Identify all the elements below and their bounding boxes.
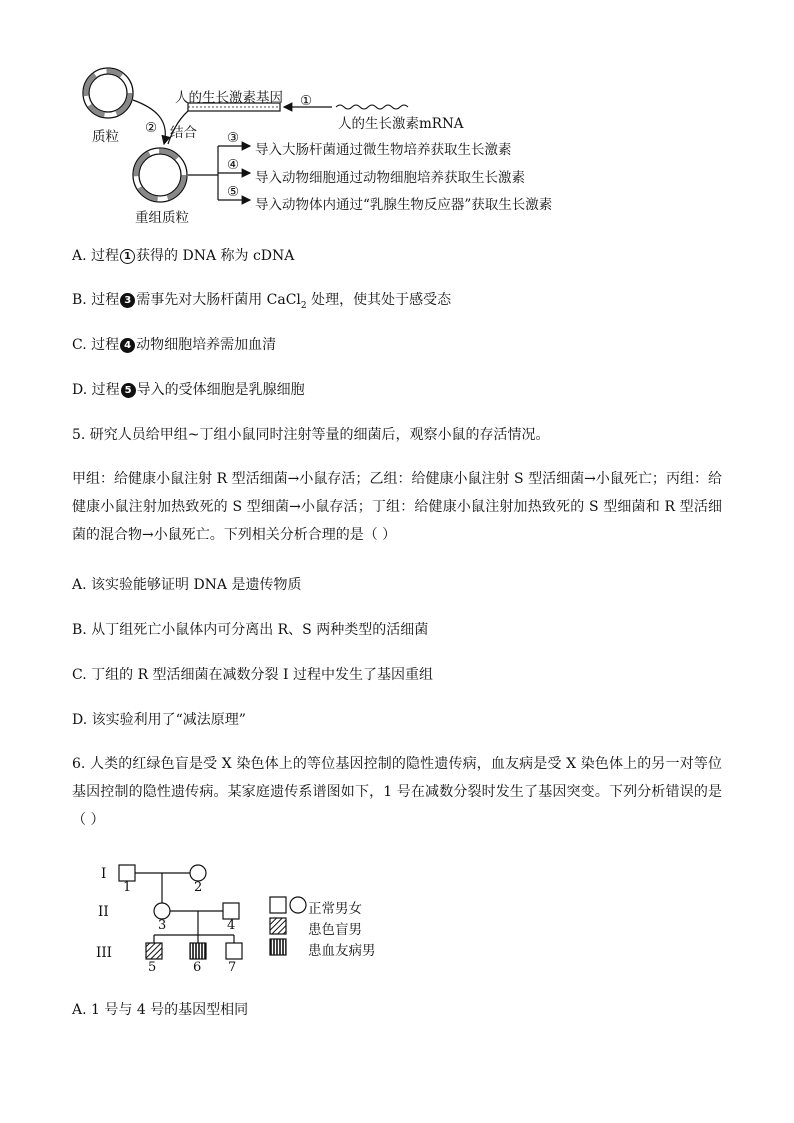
q5-option-c: C. 丁组的 R 型活细菌在减数分裂 I 过程中发生了基因重组 <box>72 667 433 683</box>
recombinant-plasmid-ring <box>133 148 187 202</box>
plasmid-label: 质粒 <box>92 129 119 145</box>
route-4-label: 导入动物细胞通过动物细胞培养获取生长激素 <box>255 170 525 186</box>
q4-option-b: B. 过程 3 需事先对大肠杆菌用 CaCl$_2$ 处理，使其处于感受态 <box>72 292 452 311</box>
step-5-label: ⑤ <box>227 184 240 200</box>
route-5-label: 导入动物体内通过“乳腺生物反应器”获取生长激素 <box>255 197 553 213</box>
circled-number-1: 1 <box>120 249 135 264</box>
q6-option-a: A. 1 号与 4 号的基因型相同 <box>72 1002 249 1018</box>
individual-number-4: 4 <box>227 918 236 933</box>
plasmid-ring <box>83 68 133 118</box>
recombinant-plasmid-label: 重组质粒 <box>135 210 189 226</box>
legend-normal-label: 正常男女 <box>308 901 362 917</box>
q4-option-d: D. 过程 5 导入的受体细胞是乳腺细胞 <box>72 382 305 398</box>
q6-stem: 6. 人类的红绿色盲是受 X 染色体上的等位基因控制的隐性遗传病，血友病是受 X 染色体上的另一对等位基因控制的隐性遗传病。某家庭遗传系谱图如下，1 号在减数分裂时发生了基因突变。下列分析错误的是（ ） <box>72 756 722 828</box>
q4-option-a: A. 过程 1 获得的 DNA 称为 cDNA <box>72 248 295 264</box>
q5-body: 甲组：给健康小鼠注射 R 型活细菌→小鼠存活；乙组：给健康小鼠注射 S 型活细菌→小鼠死亡；丙组：给健康小鼠注射加热致死的 S 型细菌→小鼠存活；丁组：给健康小鼠注射加热致死的 S 型细菌和 R 型活细菌的混合物→小鼠死亡。下列相关分析合理的是（ ） <box>72 471 722 543</box>
generation-i-label: I <box>101 866 107 882</box>
mrna-label: 人的生长激素mRNA <box>338 116 464 132</box>
combine-label: 结合 <box>170 125 197 141</box>
q5-stem: 5. 研究人员给甲组~丁组小鼠同时注射等量的细菌后，观察小鼠的存活情况。 <box>72 427 550 443</box>
individual-7-male <box>226 943 242 959</box>
legend-hemophilia-male <box>270 939 286 955</box>
legend-hemophilia-label: 患血友病男 <box>308 943 376 959</box>
individual-1-male <box>119 865 135 881</box>
step-1-label: ① <box>300 93 313 109</box>
individual-5-colorblind-male <box>146 943 162 959</box>
step-2-label: ② <box>145 120 158 136</box>
circled-number-4: 4 <box>120 338 135 353</box>
individual-number-7: 7 <box>228 960 237 975</box>
q5-option-a: A. 该实验能够证明 DNA 是遗传物质 <box>72 577 302 593</box>
mrna-wave <box>336 105 408 109</box>
generation-iii-label: III <box>96 945 112 961</box>
legend-colorblind-male <box>270 918 286 934</box>
step-4-label: ④ <box>227 157 240 173</box>
gene-label: 人的生长激素基因 <box>175 90 283 106</box>
q5-option-b: B. 从丁组死亡小鼠体内可分离出 R、S 两种类型的活细菌 <box>72 622 429 638</box>
individual-number-6: 6 <box>193 960 202 975</box>
individual-3-female <box>154 903 170 919</box>
individual-number-5: 5 <box>148 960 157 975</box>
step-3-label: ③ <box>227 130 240 146</box>
individual-2-female <box>190 865 206 881</box>
q5-option-d: D. 该实验利用了“减法原理” <box>72 712 246 728</box>
q4-option-c: C. 过程 4 动物细胞培养需加血清 <box>72 337 277 353</box>
individual-number-1: 1 <box>123 880 132 895</box>
individual-6-hemophilia-male <box>190 943 206 959</box>
legend-colorblind-label: 患色盲男 <box>308 922 362 938</box>
circled-number-5: 5 <box>121 383 136 398</box>
route-3-label: 导入大肠杆菌通过微生物培养获取生长激素 <box>255 142 512 158</box>
individual-4-male <box>223 903 239 919</box>
individual-number-2: 2 <box>194 880 203 895</box>
generation-ii-label: II <box>98 904 109 920</box>
legend-normal-female <box>290 897 306 913</box>
circled-number-3: 3 <box>120 293 135 308</box>
individual-number-3: 3 <box>158 918 167 933</box>
legend-normal-male <box>270 897 286 913</box>
